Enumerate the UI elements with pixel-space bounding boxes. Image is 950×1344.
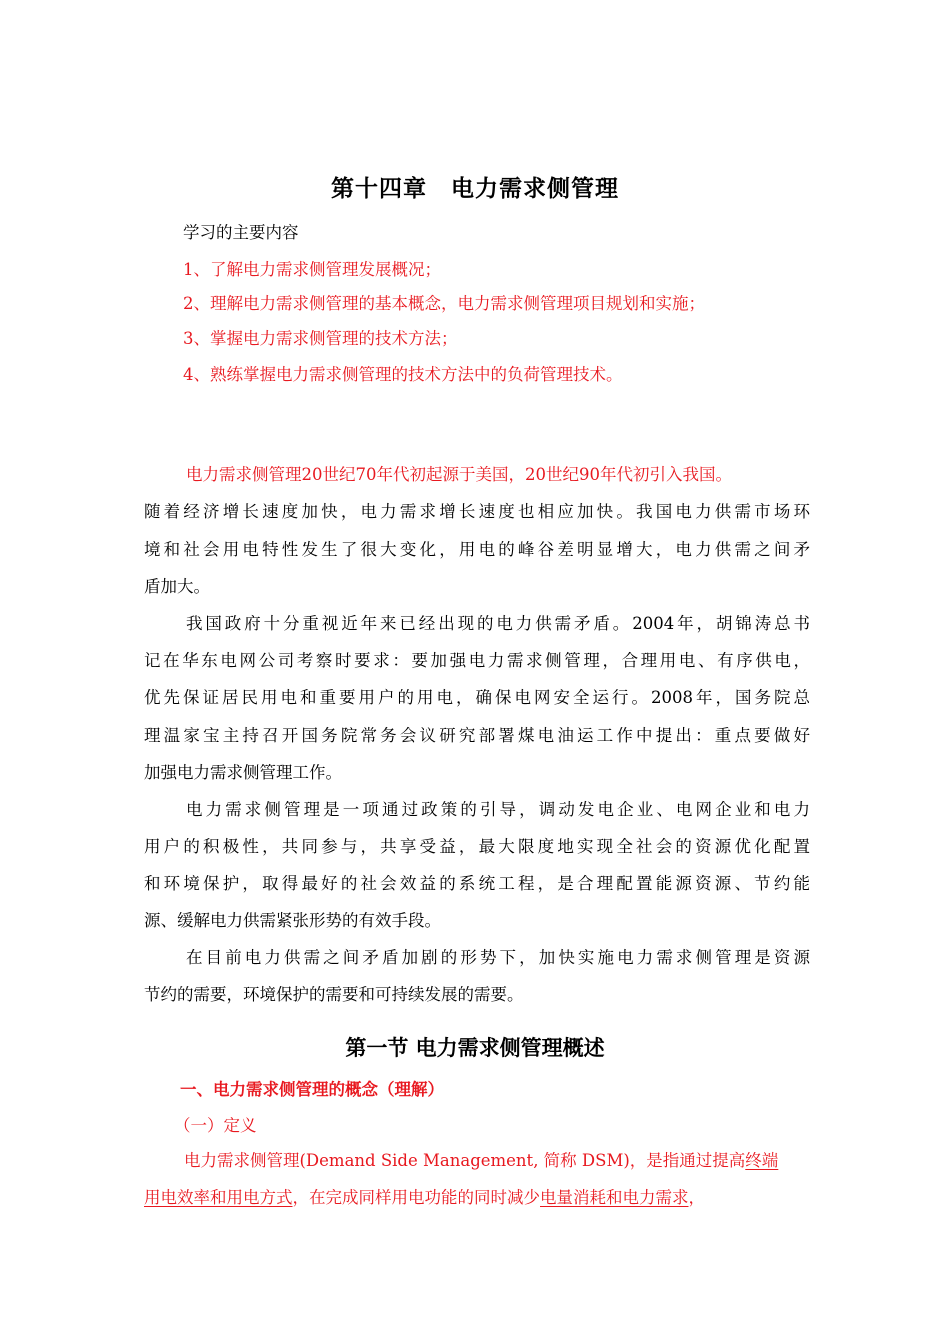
- p3-line-2: 用户的积极性，共同参与，共享受益，最大限度地实现全社会的资源优化配置: [144, 837, 810, 856]
- definition-line-2-text: ，在完成同样用电功能的同时减少: [292, 1188, 540, 1207]
- p3-line-4: 源、缓解电力供需紧张形势的有效手段。: [144, 911, 441, 930]
- study-item-1: 1、了解电力需求侧管理发展概况；: [183, 260, 441, 279]
- definition-underline-1: 终端: [745, 1151, 779, 1170]
- definition-line-2: [144, 1184, 810, 1208]
- p1-line-3: 境和社会用电特性发生了很大变化，用电的峰谷差明显增大，电力供需之间矛: [144, 540, 810, 559]
- definition-line-2-end: ，: [688, 1188, 705, 1207]
- definition-underline-2: 用电效率和用电方式: [144, 1188, 293, 1207]
- definition-label: （一）定义: [174, 1116, 257, 1135]
- section-title: 第一节 电力需求侧管理概述: [345, 1035, 605, 1060]
- study-item-4: 4、熟练掌握电力需求侧管理的技术方法中的负荷管理技术。: [183, 365, 623, 384]
- p2-line-2: 记在华东电网公司考察时要求：要加强电力需求侧管理，合理用电、有序供电，: [144, 651, 810, 670]
- definition-line-1: [184, 1147, 810, 1171]
- section-subheading: 一、电力需求侧管理的概念（理解）: [180, 1080, 444, 1099]
- study-item-2: 2、理解电力需求侧管理的基本概念，电力需求侧管理项目规划和实施；: [183, 294, 705, 313]
- p2-line-3: 优先保证居民用电和重要用户的用电，确保电网安全运行。2008年，国务院总: [144, 688, 810, 707]
- study-heading: 学习的主要内容: [183, 223, 299, 242]
- p1-line-2: 随着经济增长速度加快，电力需求增长速度也相应加快。我国电力供需市场环: [144, 502, 810, 521]
- definition-line-1-text: 电力需求侧管理(Demand Side Management, 简称 DSM)，是指通过提高: [184, 1151, 746, 1170]
- p3-line-3: 和环境保护，取得最好的社会效益的系统工程，是合理配置能源资源、节约能: [144, 874, 810, 893]
- study-item-3: 3、掌握电力需求侧管理的技术方法；: [183, 329, 458, 348]
- definition-underline-3: 电量消耗和电力需求: [540, 1188, 689, 1207]
- p2-line-5: 加强电力需求侧管理工作。: [144, 763, 342, 782]
- p2-line-1: 我国政府十分重视近年来已经出现的电力供需矛盾。2004年，胡锦涛总书: [186, 614, 810, 633]
- p1-line-1: 电力需求侧管理20世纪70年代初起源于美国，20世纪90年代初引入我国。: [186, 465, 732, 484]
- p4-line-2: 节约的需要，环境保护的需要和可持续发展的需要。: [144, 985, 524, 1004]
- p1-line-4: 盾加大。: [144, 577, 210, 596]
- p3-line-1: 电力需求侧管理是一项通过政策的引导，调动发电企业、电网企业和电力: [186, 800, 810, 819]
- p2-line-4: 理温家宝主持召开国务院常务会议研究部署煤电油运工作中提出：重点要做好: [144, 726, 810, 745]
- p4-line-1: 在目前电力供需之间矛盾加剧的形势下，加快实施电力需求侧管理是资源: [186, 948, 810, 967]
- chapter-title: 第十四章 电力需求侧管理: [331, 175, 619, 202]
